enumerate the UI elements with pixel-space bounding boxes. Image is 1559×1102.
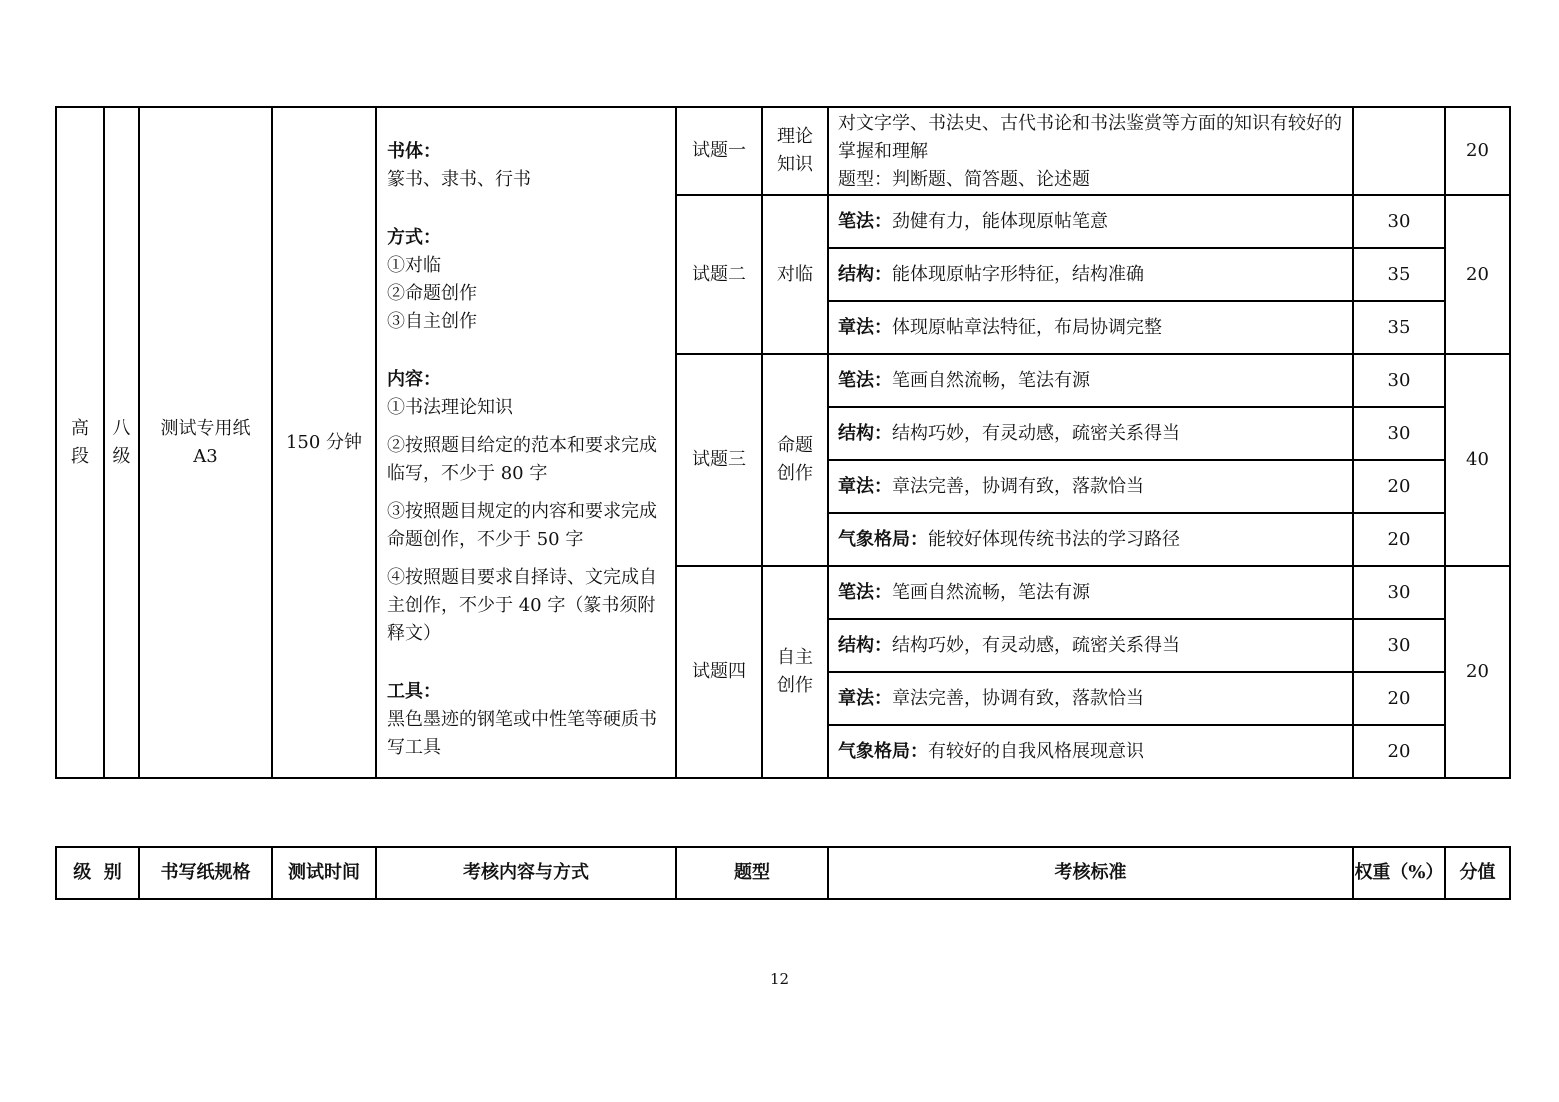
- question-type: [762, 566, 828, 778]
- criterion-label: 气象格局：: [838, 740, 928, 762]
- criterion-text: 有较好的自我风格展现意识: [928, 740, 1144, 762]
- content-item: ③按照题目规定的内容和要求完成命题创作，不少于 50 字: [387, 501, 657, 550]
- weight-cell: 30: [1353, 619, 1445, 672]
- criterion-cell: [828, 301, 1353, 354]
- header-table: [55, 846, 1511, 900]
- score-cell: 20: [1445, 195, 1510, 354]
- content-item: ②按照题目给定的范本和要求完成临写，不少于 80 字: [387, 435, 657, 484]
- criterion-cell: [828, 195, 1353, 248]
- weight-cell: 30: [1353, 195, 1445, 248]
- paper-line-1: 测试专用纸: [160, 417, 251, 439]
- question-type: [762, 195, 828, 354]
- page-number: 12: [769, 970, 790, 988]
- level-cell: [104, 107, 139, 778]
- question-type-line: 知识: [777, 154, 813, 175]
- header-score: 分值: [1445, 847, 1510, 899]
- header-type: 题型: [676, 847, 828, 899]
- weight-cell: [1353, 107, 1445, 195]
- criterion-cell: [828, 248, 1353, 301]
- criterion-label: 结构：: [838, 634, 892, 656]
- header-paper: 书写纸规格: [139, 847, 272, 899]
- criterion-label: 章法：: [838, 316, 892, 338]
- criterion-text: 能体现原帖字形特征，结构准确: [892, 263, 1144, 285]
- weight-cell: 20: [1353, 460, 1445, 513]
- question-type-line: 创作: [777, 675, 813, 696]
- question-type: [762, 107, 828, 195]
- header-weight: 权重（%）: [1353, 847, 1445, 899]
- question-type-line: 自主: [777, 647, 813, 668]
- header-standard: 考核标准: [828, 847, 1353, 899]
- level-text: 八级: [112, 417, 131, 467]
- tool-title: 工具：: [387, 681, 441, 702]
- weight-cell: 30: [1353, 566, 1445, 619]
- paper-line-2: A3: [193, 445, 218, 467]
- criterion-label: 结构：: [838, 422, 892, 444]
- criterion-text: 笔画自然流畅，笔法有源: [892, 581, 1090, 603]
- question-type-line: 对临: [777, 263, 813, 285]
- method-item: ③自主创作: [387, 311, 477, 332]
- criterion-cell: [828, 513, 1353, 566]
- script-value: 篆书、隶书、行书: [387, 169, 531, 190]
- content-cell: [376, 107, 676, 778]
- criterion-text: 体现原帖章法特征，布局协调完整: [892, 316, 1162, 338]
- criterion-cell: [828, 460, 1353, 513]
- weight-cell: 30: [1353, 407, 1445, 460]
- criterion-label: 笔法：: [838, 210, 892, 232]
- header-level: 级 别: [56, 847, 139, 899]
- segment-cell: [56, 107, 104, 778]
- score-cell: 20: [1445, 107, 1510, 195]
- score-cell: 20: [1445, 566, 1510, 778]
- criterion-text: 章法完善，协调有致，落款恰当: [892, 687, 1144, 709]
- weight-cell: 20: [1353, 672, 1445, 725]
- question-type: [762, 354, 828, 566]
- criterion-text: 对文字学、书法史、古代书论和书法鉴赏等方面的知识有较好的掌握和理解: [838, 113, 1342, 162]
- content-item: ④按照题目要求自择诗、文完成自主创作，不少于 40 字（篆书须附释文）: [387, 567, 657, 644]
- header-time: 测试时间: [272, 847, 376, 899]
- criterion-cell: [828, 354, 1353, 407]
- weight-cell: 30: [1353, 354, 1445, 407]
- criterion-label: 章法：: [838, 687, 892, 709]
- weight-cell: 35: [1353, 301, 1445, 354]
- criterion-text: 笔画自然流畅，笔法有源: [892, 369, 1090, 391]
- method-item: ①对临: [387, 255, 441, 276]
- criterion-text: 劲健有力，能体现原帖笔意: [892, 210, 1108, 232]
- criterion-cell: [828, 619, 1353, 672]
- question-name: 试题三: [676, 354, 762, 566]
- criterion-cell: [828, 566, 1353, 619]
- weight-cell: 20: [1353, 513, 1445, 566]
- question-type-line: 创作: [777, 463, 813, 484]
- criterion-label: 笔法：: [838, 369, 892, 391]
- method-title: 方式：: [387, 227, 441, 248]
- criterion-label: 结构：: [838, 263, 892, 285]
- score-cell: 40: [1445, 354, 1510, 566]
- criterion-text: 章法完善，协调有致，落款恰当: [892, 475, 1144, 497]
- method-item: ②命题创作: [387, 283, 477, 304]
- time-cell: 150 分钟: [272, 107, 376, 778]
- criterion-label: 章法：: [838, 475, 892, 497]
- question-type-line: 命题: [777, 435, 813, 456]
- criterion-cell: [828, 725, 1353, 778]
- weight-cell: 20: [1353, 725, 1445, 778]
- question-type-line: 理论: [777, 126, 813, 147]
- header-row: [56, 847, 1510, 899]
- script-title: 书体：: [387, 141, 441, 162]
- question-name: 试题二: [676, 195, 762, 354]
- assessment-table: [55, 106, 1511, 779]
- weight-cell: 35: [1353, 248, 1445, 301]
- tool-value: 黑色墨迹的钢笔或中性笔等硬质书写工具: [387, 709, 657, 758]
- question-name: 试题四: [676, 566, 762, 778]
- criterion-text: 结构巧妙，有灵动感，疏密关系得当: [892, 634, 1180, 656]
- criterion-cell: [828, 107, 1353, 195]
- paper-cell: [139, 107, 272, 778]
- criterion-text: 结构巧妙，有灵动感，疏密关系得当: [892, 422, 1180, 444]
- criterion-label: 笔法：: [838, 581, 892, 603]
- criterion-cell: [828, 672, 1353, 725]
- criterion-cell: [828, 407, 1353, 460]
- question-name: 试题一: [676, 107, 762, 195]
- criterion-note: 题型：判断题、简答题、论述题: [838, 169, 1090, 190]
- header-content: 考核内容与方式: [376, 847, 676, 899]
- content-item: ①书法理论知识: [387, 397, 513, 418]
- criterion-text: 能较好体现传统书法的学习路径: [928, 528, 1180, 550]
- content-title: 内容：: [387, 369, 441, 390]
- segment-text: 高段: [71, 417, 89, 467]
- criterion-label: 气象格局：: [838, 528, 928, 550]
